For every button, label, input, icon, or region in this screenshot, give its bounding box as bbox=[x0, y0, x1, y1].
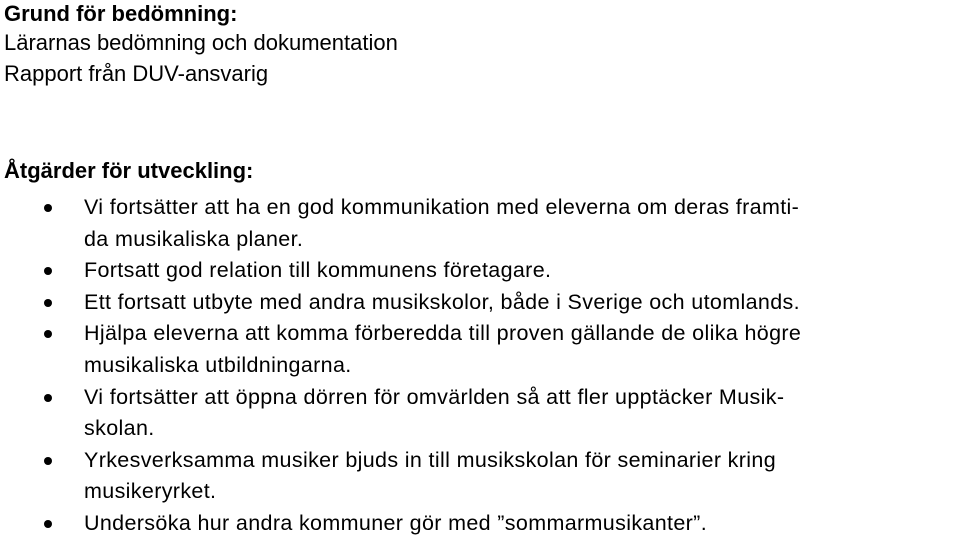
actions-heading: Åtgärder för utveckling: bbox=[4, 158, 254, 183]
list-item-text: Yrkesverksamma musiker bjuds in till musikskolan för seminarier kring bbox=[84, 447, 777, 472]
bullet-icon bbox=[44, 299, 52, 307]
list-item bbox=[0, 318, 960, 381]
list-item bbox=[0, 508, 960, 540]
list-item bbox=[0, 382, 960, 445]
list-item bbox=[0, 255, 960, 287]
bullet-icon bbox=[44, 204, 52, 212]
list-item-text: Undersöka hur andra kommuner gör med ”sommarmusikanter”. bbox=[84, 510, 708, 535]
bullet-icon bbox=[44, 457, 52, 465]
list-item-text: Hjälpa eleverna att komma förberedda till proven gällande de olika högre bbox=[84, 321, 802, 346]
list-item-text: da musikaliska planer. bbox=[84, 226, 304, 251]
list-item-text: Fortsatt god relation till kommunens företagare. bbox=[84, 258, 552, 283]
basis-line: Rapport från DUV-ansvarig bbox=[4, 61, 269, 86]
basis-line: Lärarnas bedömning och dokumentation bbox=[4, 30, 398, 55]
list-item-text: musikaliska utbildningarna. bbox=[84, 352, 352, 377]
bullet-icon bbox=[44, 394, 52, 402]
list-item bbox=[0, 445, 960, 508]
bullet-icon bbox=[44, 520, 52, 528]
list-item-text: Vi fortsätter att öppna dörren för omvärlden så att fler upptäcker Musik- bbox=[84, 384, 785, 409]
list-item-text: Vi fortsätter att ha en god kommunikation med eleverna om deras framti- bbox=[84, 195, 800, 219]
basis-heading: Grund för bedömning: bbox=[4, 1, 238, 26]
list-item bbox=[0, 287, 960, 319]
bullet-icon bbox=[44, 330, 52, 338]
list-item bbox=[0, 192, 960, 255]
list-item-text: Ett fortsatt utbyte med andra musikskolor, både i Sverige och utomlands. bbox=[84, 289, 800, 314]
bullet-icon bbox=[44, 267, 52, 275]
list-item-text: skolan. bbox=[84, 416, 155, 441]
list-item-text: musikeryrket. bbox=[84, 479, 217, 504]
actions-list bbox=[0, 192, 960, 540]
